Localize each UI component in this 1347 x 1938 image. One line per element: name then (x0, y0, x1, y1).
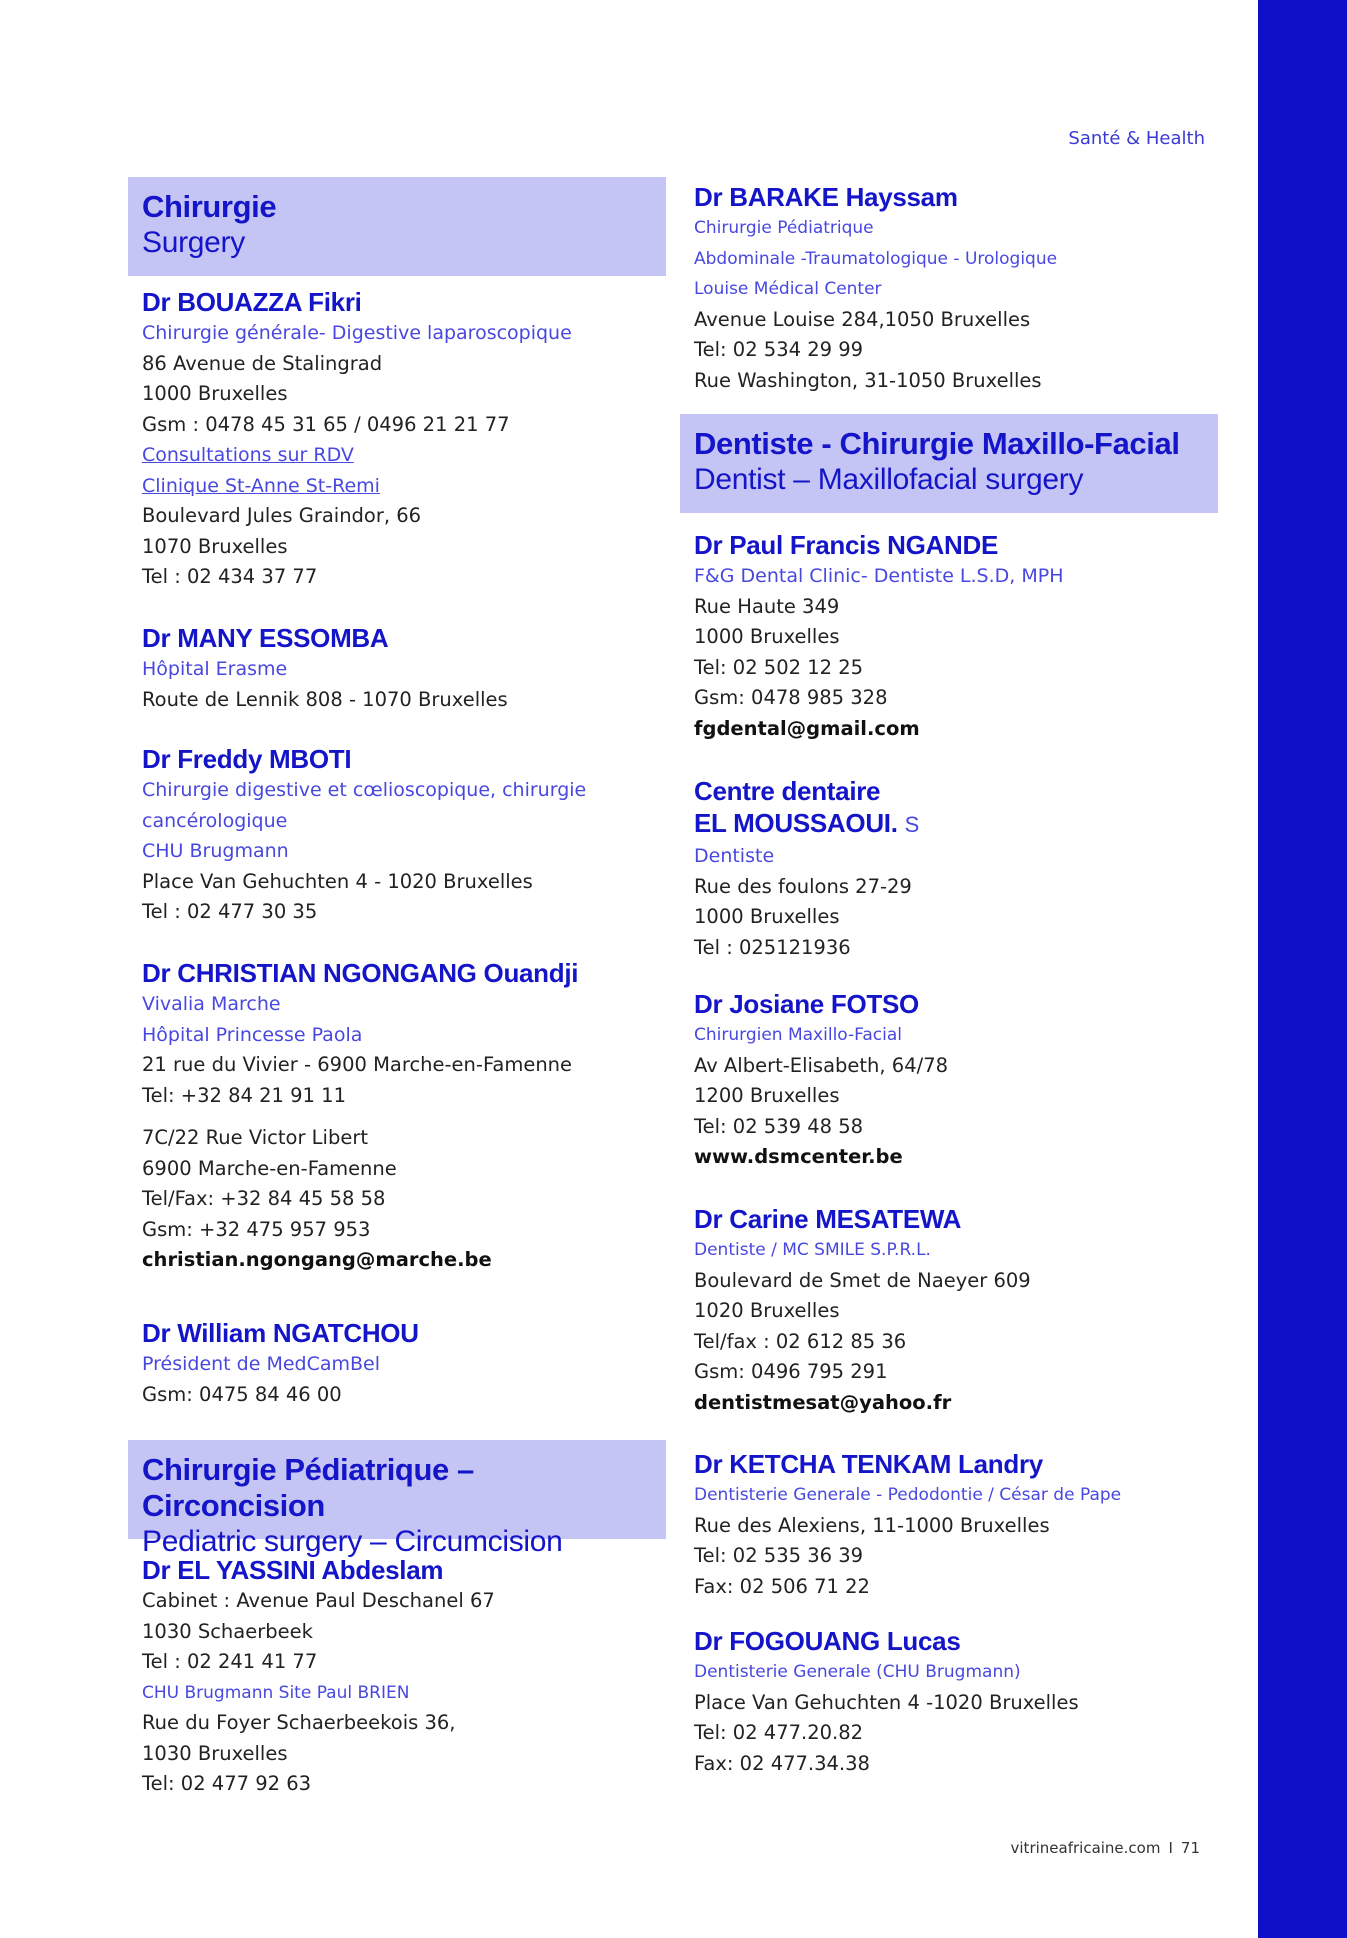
doctor-name: Dr BOUAZZA Fikri (142, 287, 362, 317)
address: Place Van Gehuchten 4 -1020 Bruxelles (694, 1690, 1079, 1714)
gsm: Gsm: 0478 985 328 (694, 686, 888, 709)
consultation-link[interactable]: Consultations sur RDV (142, 444, 354, 466)
center-name-line2 (694, 807, 1214, 841)
phone: Tel: 02 539 48 58 (694, 1114, 864, 1138)
category-title-fr: Chirurgie (142, 189, 277, 224)
center-name-suffix: S (904, 812, 919, 837)
address: Av Albert-Elisabeth, 64/78 (694, 1053, 949, 1077)
gsm: Gsm : 0478 45 31 65 / 0496 21 21 77 (142, 412, 510, 436)
address: Boulevard Jules Graindor, 66 (142, 504, 422, 527)
address: Place Van Gehuchten 4 - 1020 Bruxelles (142, 869, 533, 893)
section-running-head: Santé & Health (1068, 128, 1205, 149)
side-color-bar (1258, 0, 1347, 1938)
doctor-name: Dr FOGOUANG Lucas (694, 1626, 961, 1656)
entry-barake (694, 181, 1214, 396)
doctor-name: Dr CHRISTIAN NGONGANG Ouandji (142, 958, 579, 988)
fax: Fax: 02 477.34.38 (694, 1751, 870, 1775)
address: 86 Avenue de Stalingrad (142, 351, 383, 375)
phone: Tel : 025121936 (694, 935, 851, 959)
doctor-name: Dr KETCHA TENKAM Landry (694, 1449, 1043, 1479)
specialty: Dentisterie Generale (CHU Brugmann) (694, 1662, 1021, 1682)
entry-mboti (142, 743, 662, 928)
specialty: cancérologique (142, 809, 288, 832)
doctor-name: Dr William NGATCHOU (142, 1318, 419, 1348)
page-number: 71 (1180, 1839, 1200, 1857)
website-link[interactable]: www.dsmcenter.be (694, 1145, 903, 1168)
phone: Tel: 02 477.20.82 (694, 1721, 864, 1744)
clinic: F&G Dental Clinic- Dentiste L.S.D, MPH (694, 565, 1064, 587)
email[interactable]: christian.ngongang@marche.be (142, 1248, 492, 1271)
city: 1030 Bruxelles (142, 1741, 288, 1765)
gsm: Gsm: 0496 795 291 (694, 1360, 888, 1383)
fax: Fax: 02 506 71 22 (694, 1574, 870, 1598)
category-pediatric-surgery (128, 1440, 666, 1558)
center-name-main: EL MOUSSAOUI. (694, 808, 898, 838)
address: Rue des foulons 27-29 (694, 874, 912, 898)
doctor-name: Dr Freddy MBOTI (142, 744, 352, 774)
phone: Tel: 02 534 29 99 (694, 338, 864, 361)
city: 1020 Bruxelles (694, 1299, 840, 1322)
hospital: Hôpital Erasme (142, 658, 288, 680)
category-title-fr: Dentiste - Chirurgie Maxillo-Facial (694, 426, 1180, 461)
phone: Tel : 02 241 41 77 (142, 1650, 318, 1673)
city: 1000 Bruxelles (142, 382, 288, 405)
entry-bouazza (142, 286, 662, 593)
entry-ketcha (694, 1448, 1214, 1602)
entry-ngande (694, 529, 1214, 744)
address: 7C/22 Rue Victor Libert (142, 1126, 368, 1149)
city: 1070 Bruxelles (142, 534, 288, 558)
email[interactable]: dentistmesat@yahoo.fr (694, 1390, 952, 1414)
center-name: Centre dentaire (694, 776, 881, 806)
category-title-en: Surgery (142, 226, 245, 259)
entry-moussaoui (694, 775, 1214, 963)
category-title-fr: Chirurgie Pédiatrique – Circoncision (142, 1452, 474, 1523)
category-dentist (680, 414, 1218, 513)
address: Boulevard de Smet de Naeyer 609 (694, 1268, 1031, 1292)
phone: Tel: 02 535 36 39 (694, 1544, 864, 1567)
hospital: CHU Brugmann (142, 840, 289, 862)
page-footer (900, 1839, 1200, 1857)
specialty: Dentisterie Generale - Pedodontie / César de Pape (694, 1485, 1122, 1505)
clinic-link[interactable]: Clinique St-Anne St-Remi (142, 474, 380, 497)
city: 1000 Bruxelles (694, 625, 840, 648)
telfax: Tel/fax : 02 612 85 36 (694, 1329, 907, 1353)
phone: Tel : 02 434 37 77 (142, 565, 318, 588)
address: Rue Washington, 31-1050 Bruxelles (694, 368, 1042, 392)
category-surgery (128, 177, 666, 276)
phone: Tel: 02 477 92 63 (142, 1772, 312, 1795)
entry-mesatewa (694, 1203, 1214, 1418)
entry-fogouang (694, 1625, 1214, 1779)
specialty: Chirurgie générale- Digestive laparoscopique (142, 322, 572, 344)
doctor-name: Dr Paul Francis NGANDE (694, 530, 999, 560)
telfax: Tel/Fax: +32 84 45 58 58 (142, 1187, 386, 1210)
address: Rue du Foyer Schaerbeekois 36, (142, 1711, 456, 1734)
entry-elyassini (142, 1554, 662, 1800)
role: Dentiste (694, 845, 775, 867)
footer-separator: I (1168, 1839, 1173, 1857)
category-title-en: Dentist – Maxillofacial surgery (694, 463, 1084, 496)
category-title-en: Pediatric surgery – Circumcision (142, 1525, 563, 1558)
cabinet: Cabinet : Avenue Paul Deschanel 67 (142, 1589, 495, 1612)
role: Président de MedCamBel (142, 1353, 381, 1375)
doctor-name: Dr MANY ESSOMBA (142, 623, 389, 653)
hospital: CHU Brugmann Site Paul BRIEN (142, 1682, 410, 1703)
doctor-name: Dr EL YASSINI Abdeslam (142, 1555, 444, 1585)
phone: Tel: 02 502 12 25 (694, 655, 864, 679)
city: 1030 Schaerbeek (142, 1619, 313, 1643)
address: Avenue Louise 284,1050 Bruxelles (694, 307, 1031, 331)
entry-ngatchou (142, 1317, 662, 1410)
footer-site[interactable]: vitrineafricaine.com (1010, 1839, 1161, 1857)
entry-ngongang (142, 957, 662, 1276)
role: Dentiste / MC SMILE S.P.R.L. (694, 1240, 931, 1260)
phone: Tel: +32 84 21 91 11 (142, 1083, 346, 1107)
email[interactable]: fgdental@gmail.com (694, 716, 920, 740)
specialty: Chirurgie digestive et cœlioscopique, chirurgie (142, 779, 587, 801)
doctor-name: Dr Josiane FOTSO (694, 989, 919, 1019)
entry-fotso (694, 988, 1214, 1173)
specialty: Chirurgien Maxillo-Facial (694, 1025, 902, 1045)
specialty: Chirurgie Pédiatrique (694, 218, 874, 238)
gsm: Gsm: +32 475 957 953 (142, 1217, 371, 1241)
gsm: Gsm: 0475 84 46 00 (142, 1382, 342, 1406)
entry-essomba (142, 622, 662, 715)
doctor-name: Dr BARAKE Hayssam (694, 182, 958, 212)
address: Rue Haute 349 (694, 594, 840, 618)
hospital: Hôpital Princesse Paola (142, 1023, 363, 1046)
city: 6900 Marche-en-Famenne (142, 1156, 397, 1180)
center: Louise Médical Center (694, 279, 882, 299)
organization: Vivalia Marche (142, 993, 281, 1015)
city: 1200 Bruxelles (694, 1084, 840, 1107)
specialty: Abdominale -Traumatologique - Urologique (694, 248, 1058, 269)
address: 21 rue du Vivier - 6900 Marche-en-Famenne (142, 1053, 573, 1076)
address: Route de Lennik 808 - 1070 Bruxelles (142, 687, 508, 711)
address: Rue des Alexiens, 11-1000 Bruxelles (694, 1513, 1050, 1537)
phone: Tel : 02 477 30 35 (142, 900, 318, 923)
doctor-name: Dr Carine MESATEWA (694, 1204, 962, 1234)
city: 1000 Bruxelles (694, 905, 840, 928)
